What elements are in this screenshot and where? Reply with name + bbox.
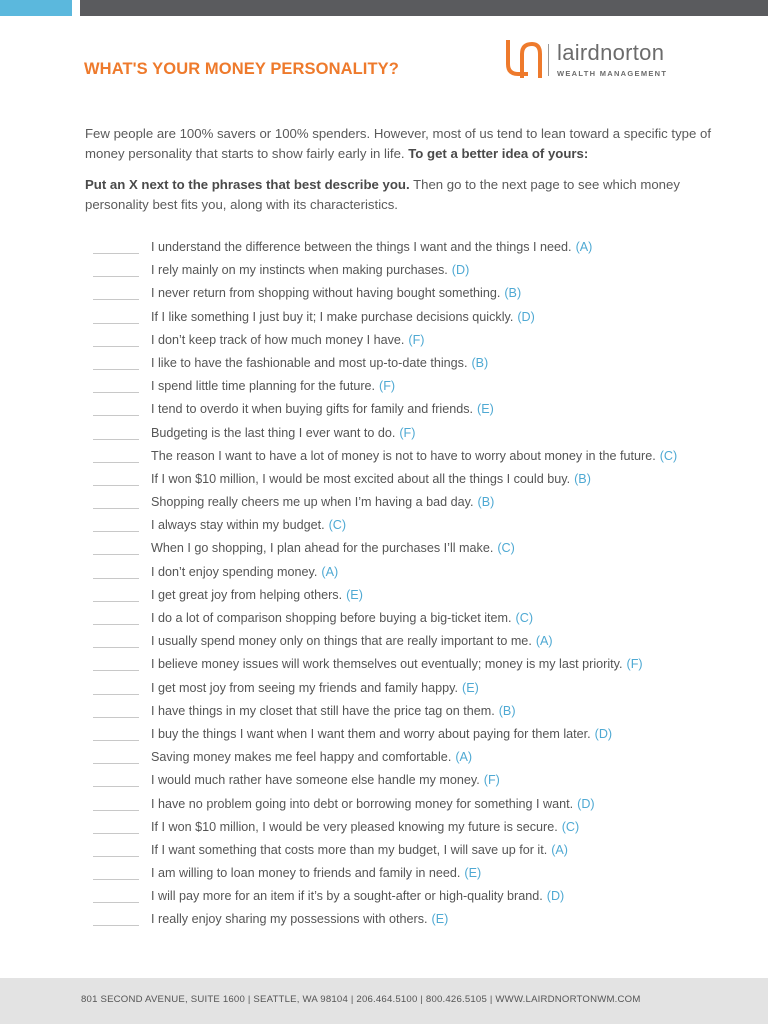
- statement-label: I have no problem going into debt or borrowing money for something I want.: [151, 796, 574, 811]
- statement-label: I always stay within my budget.: [151, 518, 325, 533]
- answer-blank[interactable]: [93, 485, 139, 486]
- statement-label: I do a lot of comparison shopping before buying a big-ticket item.: [151, 611, 512, 625]
- statement-item: [93, 655, 753, 678]
- statement-text: [151, 240, 592, 254]
- personality-code: (C): [328, 518, 347, 533]
- statement-item: [93, 424, 753, 447]
- instruction-paragraph: [85, 175, 725, 215]
- statement-label: When I go shopping, I plan ahead for the purchases I’ll make.: [151, 541, 494, 556]
- statement-label: The reason I want to have a lot of money is not to have to worry about money in the future.: [151, 448, 656, 463]
- statement-label: I never return from shopping without having bought something.: [151, 286, 501, 301]
- personality-code: (A): [455, 750, 473, 765]
- statement-label: I like to have the fashionable and most up-to-date things.: [151, 355, 468, 370]
- statement-item: [93, 702, 753, 725]
- answer-blank[interactable]: [93, 833, 139, 834]
- statement-item: [93, 539, 753, 562]
- answer-blank[interactable]: [93, 392, 139, 393]
- statement-item: [93, 887, 753, 910]
- answer-blank[interactable]: [93, 253, 139, 254]
- statement-text: [151, 449, 677, 463]
- personality-code: (A): [321, 564, 339, 579]
- personality-code: (A): [551, 842, 568, 857]
- statement-item: [93, 400, 753, 423]
- personality-code: (B): [498, 703, 516, 718]
- statement-text: [151, 356, 488, 370]
- statement-item: [93, 308, 753, 331]
- answer-blank[interactable]: [93, 369, 139, 370]
- answer-blank[interactable]: [93, 925, 139, 926]
- statement-item: [93, 354, 753, 377]
- statement-item: [93, 331, 753, 354]
- statement-label: I buy the things I want when I want them and worry about paying for them later.: [151, 726, 591, 741]
- answer-blank[interactable]: [93, 346, 139, 347]
- personality-code: (F): [379, 379, 396, 394]
- statement-label: If I like something I just buy it; I make purchase decisions quickly.: [151, 309, 514, 324]
- personality-code: (C): [515, 611, 534, 625]
- statement-item: [93, 910, 753, 933]
- statement-label: If I want something that costs more than my budget, I will save up for it.: [151, 842, 548, 857]
- statement-item: [93, 377, 753, 400]
- statement-item: [93, 679, 753, 702]
- statement-label: I have things in my closet that still have the price tag on them.: [151, 703, 495, 718]
- statement-text: [151, 286, 521, 300]
- personality-code: (D): [517, 309, 535, 324]
- lairdnorton-logo-mark-icon: [504, 40, 544, 78]
- statement-label: I believe money issues will work themselves out eventually; money is my last priority.: [151, 657, 623, 672]
- statement-item: [93, 493, 753, 516]
- personality-code: (F): [408, 332, 425, 347]
- statement-list: [93, 238, 753, 934]
- company-logo: [504, 40, 704, 80]
- statement-text: [151, 889, 564, 903]
- statement-text: [151, 727, 612, 741]
- statement-item: [93, 470, 753, 493]
- statement-label: If I won $10 million, I would be most excited about all the things I could buy.: [151, 471, 571, 486]
- statement-text: [151, 402, 494, 416]
- statement-label: I don’t keep track of how much money I have.: [151, 332, 405, 347]
- statement-item: [93, 864, 753, 887]
- instruction-bold: Put an X next to the phrases that best describe you.: [85, 177, 410, 192]
- statement-text: [151, 634, 553, 648]
- statement-label: I understand the difference between the things I want and the things I need.: [151, 240, 572, 254]
- logo-wordmark: [557, 40, 664, 66]
- logo-subtitle: WEALTH MANAGEMENT: [557, 69, 668, 78]
- answer-blank[interactable]: [93, 531, 139, 532]
- page-title: WHAT'S YOUR MONEY PERSONALITY?: [84, 60, 399, 78]
- statement-text: [151, 750, 472, 764]
- personality-code: (B): [504, 286, 522, 301]
- statement-label: I spend little time planning for the future.: [151, 379, 376, 394]
- statement-item: [93, 563, 753, 586]
- top-accent-bar: [0, 0, 72, 16]
- statement-text: [151, 773, 500, 787]
- statement-item: [93, 609, 753, 632]
- top-header-bar: [80, 0, 768, 16]
- statement-text: [151, 518, 346, 532]
- statement-text: [151, 820, 579, 834]
- logo-divider: [548, 44, 549, 76]
- statement-text: [151, 495, 494, 509]
- statement-label: I am willing to loan money to friends and family in need.: [151, 866, 461, 881]
- statement-item: [93, 516, 753, 539]
- statement-text: [151, 611, 533, 625]
- intro-bold: To get a better idea of yours:: [408, 146, 589, 161]
- statement-text: [151, 912, 448, 926]
- statement-label: I don’t enjoy spending money.: [151, 564, 318, 579]
- logo-name-left: laird: [557, 40, 601, 65]
- answer-blank[interactable]: [93, 415, 139, 416]
- personality-code: (D): [594, 726, 613, 741]
- personality-code: (C): [561, 819, 580, 834]
- statement-item: [93, 795, 753, 818]
- intro-text: Few people are 100% savers or 100% spenders. However, most of us tend to lean toward a specific type of money personality that starts to show fairly early in life.: [85, 126, 712, 161]
- answer-blank[interactable]: [93, 902, 139, 903]
- personality-code: (A): [575, 240, 593, 254]
- personality-code: (E): [462, 680, 479, 695]
- answer-blank[interactable]: [93, 276, 139, 277]
- statement-text: [151, 541, 515, 555]
- statement-label: If I won $10 million, I would be very pleased knowing my future is secure.: [151, 819, 558, 834]
- statement-label: I will pay more for an item if it’s by a sought-after or high-quality brand.: [151, 889, 543, 904]
- statement-label: Budgeting is the last thing I ever want to do.: [151, 425, 396, 440]
- personality-code: (F): [483, 773, 500, 788]
- personality-code: (B): [471, 355, 489, 370]
- answer-blank[interactable]: [93, 578, 139, 579]
- instruction-text: Then go to the next page to see which money personality best fits you, along with its characteristics.: [85, 177, 680, 212]
- statement-label: I rely mainly on my instincts when making purchases.: [151, 263, 448, 278]
- personality-code: (E): [431, 912, 449, 927]
- statement-item: [93, 586, 753, 609]
- personality-code: (B): [477, 495, 495, 510]
- personality-code: (B): [574, 471, 591, 486]
- personality-code: (C): [659, 448, 678, 463]
- footer-address: 801 SECOND AVENUE, SUITE 1600 | SEATTLE, WA 98104 | 206.464.5100 | 800.426.5105 | WWW.LAIRDNORTONWM.COM: [81, 994, 641, 1005]
- statement-text: [151, 426, 415, 440]
- personality-code: (E): [346, 587, 363, 602]
- personality-code: (C): [497, 541, 515, 556]
- intro-paragraph: [85, 124, 725, 164]
- statement-label: I tend to overdo it when buying gifts for family and friends.: [151, 402, 474, 417]
- statement-item: [93, 284, 753, 307]
- statement-item: [93, 748, 753, 771]
- statement-item: [93, 632, 753, 655]
- answer-blank[interactable]: [93, 601, 139, 602]
- answer-blank[interactable]: [93, 740, 139, 741]
- statement-text: [151, 263, 469, 277]
- logo-name-right: norton: [600, 40, 665, 65]
- answer-blank[interactable]: [93, 439, 139, 440]
- statement-label: I usually spend money only on things that are really important to me.: [151, 634, 532, 649]
- statement-label: I get great joy from helping others.: [151, 587, 343, 602]
- answer-blank[interactable]: [93, 554, 139, 555]
- statement-item: [93, 818, 753, 841]
- statement-text: [151, 565, 338, 579]
- statement-text: [151, 843, 568, 857]
- personality-code: (F): [399, 425, 416, 440]
- statement-text: [151, 472, 591, 486]
- personality-code: (D): [451, 263, 470, 278]
- statement-item: [93, 771, 753, 794]
- personality-code: (D): [546, 889, 565, 904]
- personality-code: (D): [577, 796, 595, 811]
- answer-blank[interactable]: [93, 647, 139, 648]
- answer-blank[interactable]: [93, 624, 139, 625]
- answer-blank[interactable]: [93, 323, 139, 324]
- statement-item: [93, 261, 753, 284]
- answer-blank[interactable]: [93, 299, 139, 300]
- statement-text: [151, 681, 479, 695]
- answer-blank[interactable]: [93, 508, 139, 509]
- statement-text: [151, 333, 425, 347]
- answer-blank[interactable]: [93, 694, 139, 695]
- statement-text: [151, 310, 535, 324]
- statement-item: [93, 841, 753, 864]
- personality-code: (A): [535, 634, 553, 649]
- personality-code: (E): [464, 866, 482, 881]
- answer-blank[interactable]: [93, 856, 139, 857]
- statement-text: [151, 657, 643, 671]
- statement-label: I get most joy from seeing my friends and family happy.: [151, 680, 459, 695]
- statement-item: [93, 725, 753, 748]
- statement-label: I really enjoy sharing my possessions with others.: [151, 912, 428, 927]
- statement-text: [151, 866, 481, 880]
- statement-text: [151, 588, 363, 602]
- statement-label: Saving money makes me feel happy and comfortable.: [151, 750, 452, 765]
- statement-text: [151, 704, 516, 718]
- answer-blank[interactable]: [93, 462, 139, 463]
- personality-code: (E): [477, 402, 494, 417]
- answer-blank[interactable]: [93, 786, 139, 787]
- statement-item: [93, 238, 753, 261]
- statement-label: I would much rather have someone else handle my money.: [151, 773, 480, 788]
- answer-blank[interactable]: [93, 670, 139, 671]
- statement-text: [151, 379, 395, 393]
- answer-blank[interactable]: [93, 810, 139, 811]
- answer-blank[interactable]: [93, 717, 139, 718]
- footer: [0, 978, 768, 1024]
- answer-blank[interactable]: [93, 763, 139, 764]
- personality-code: (F): [626, 657, 643, 672]
- statement-text: [151, 797, 595, 811]
- statement-item: [93, 447, 753, 470]
- statement-label: Shopping really cheers me up when I’m having a bad day.: [151, 495, 474, 510]
- answer-blank[interactable]: [93, 879, 139, 880]
